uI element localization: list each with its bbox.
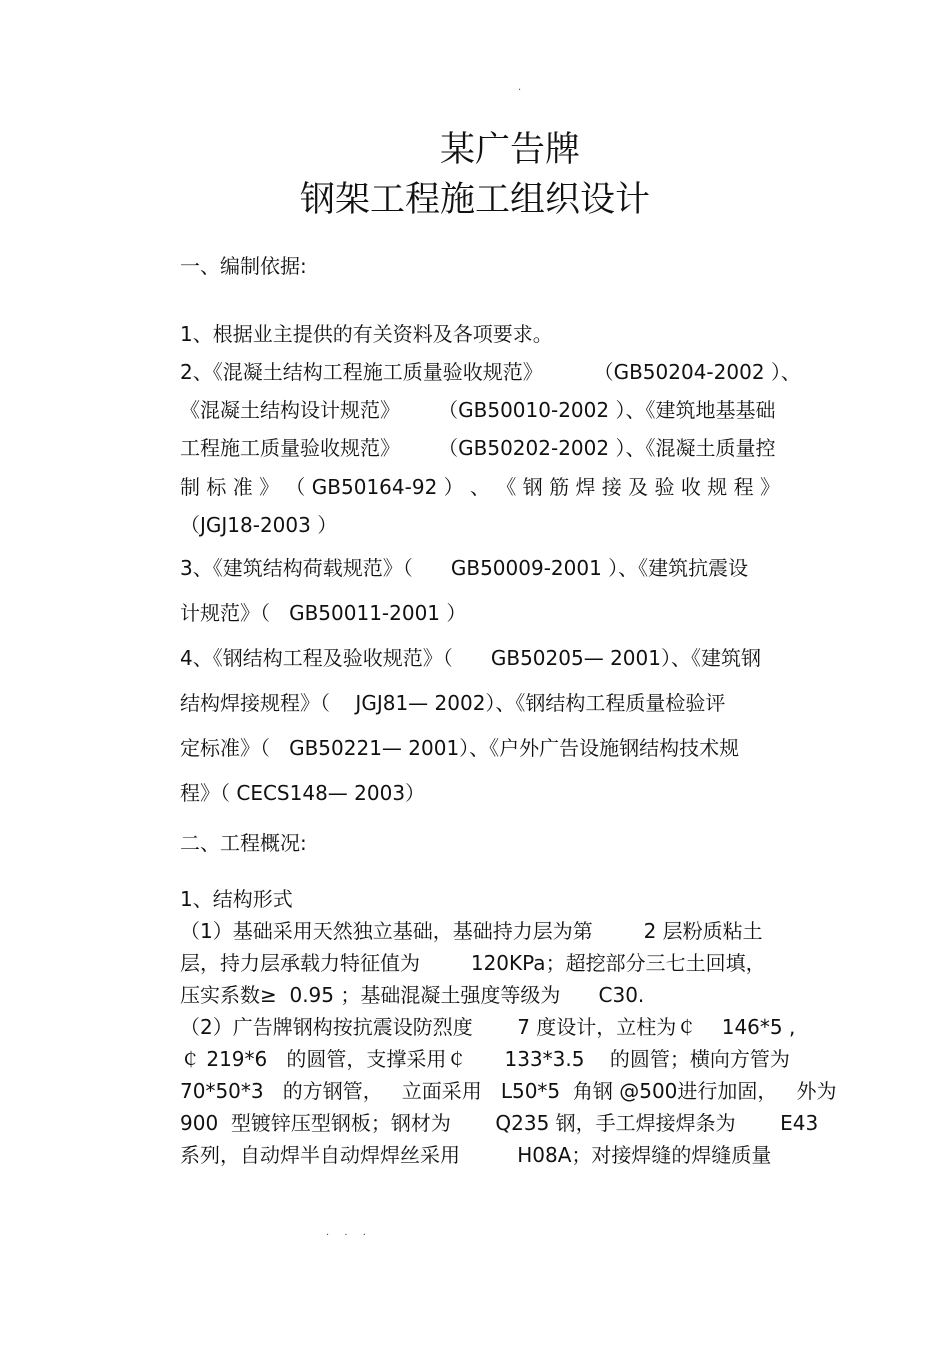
overview-para-2-line-5: 系列，自动焊半自动焊焊丝采用 H08A；对接焊缝的焊缝质量	[180, 1143, 772, 1167]
overview-para-2-line-3: 70*50*3 的方钢管， 立面采用 L50*5 角钢 @500进行加固， 外为	[180, 1079, 837, 1103]
basis-item-2-line-4: 制 标 准 》 （ GB50164-92 ） 、 《 钢 筋 焊 接 及 验 收 规 程 》	[180, 475, 780, 499]
section-heading-basis: 一、编制依据:	[180, 254, 307, 278]
basis-item-2-line-3: 工程施工质量验收规范》 （GB50202-2002 ）、《混凝土质量控	[180, 436, 776, 460]
overview-para-1-line-3: 压实系数≥ 0.95 ；基础混凝土强度等级为 C30.	[180, 983, 645, 1007]
footer-mark: . . .	[326, 1227, 372, 1238]
basis-item-2-line-2: 《混凝土结构设计规范》 （GB50010-2002 ）、《建筑地基基础	[180, 398, 776, 422]
overview-para-1-line-2: 层，持力层承载力特征值为 120KPa；超挖部分三七土回填，	[180, 951, 766, 975]
title-line-1: 某广告牌	[439, 130, 580, 170]
overview-para-1-line-1: （1）基础采用天然独立基础，基础持力层为第 2 层粉质粘土	[180, 919, 763, 943]
basis-item-2-line-1: 2、《混凝土结构工程施工质量验收规范》 （GB50204-2002 ）、	[180, 360, 801, 384]
section-heading-overview: 二、工程概况:	[180, 831, 307, 855]
basis-item-4-line-4: 程》（ CECS148— 2003）	[180, 781, 426, 805]
basis-item-1: 1、根据业主提供的有关资料及各项要求。	[180, 322, 553, 346]
overview-para-2-line-4: 900 型镀锌压型钢板；钢材为 Q235 钢，手工焊接焊条为 E43	[180, 1111, 819, 1135]
overview-para-2-line-2: ￠ 219*6 的圆管，支撑采用￠ 133*3.5 的圆管；横向方管为	[180, 1047, 790, 1071]
basis-item-3-line-1: 3、《建筑结构荷载规范》（ GB50009-2001 ）、《建筑抗震设	[180, 556, 749, 580]
basis-item-4-line-2: 结构焊接规程》（ JGJ81— 2002）、《钢结构工程质量检验评	[180, 691, 726, 715]
overview-subheading-structure: 1、结构形式	[180, 887, 293, 911]
basis-item-3-line-2: 计规范》（ GB50011-2001 ）	[180, 601, 467, 625]
basis-item-4-line-3: 定标准》（ GB50221— 2001）、《户外广告设施钢结构技术规	[180, 736, 740, 760]
basis-item-2-line-5: （JGJ18-2003 ）	[180, 513, 338, 537]
overview-para-2-line-1: （2）广告牌钢构按抗震设防烈度 7 度设计，立柱为￠ 146*5 ,	[180, 1015, 796, 1039]
title-line-2: 钢架工程施工组织设计	[299, 180, 650, 220]
basis-item-4-line-1: 4、《钢结构工程及验收规范》（ GB50205— 2001）、《建筑钢	[180, 646, 761, 670]
header-mark: .	[518, 82, 522, 93]
